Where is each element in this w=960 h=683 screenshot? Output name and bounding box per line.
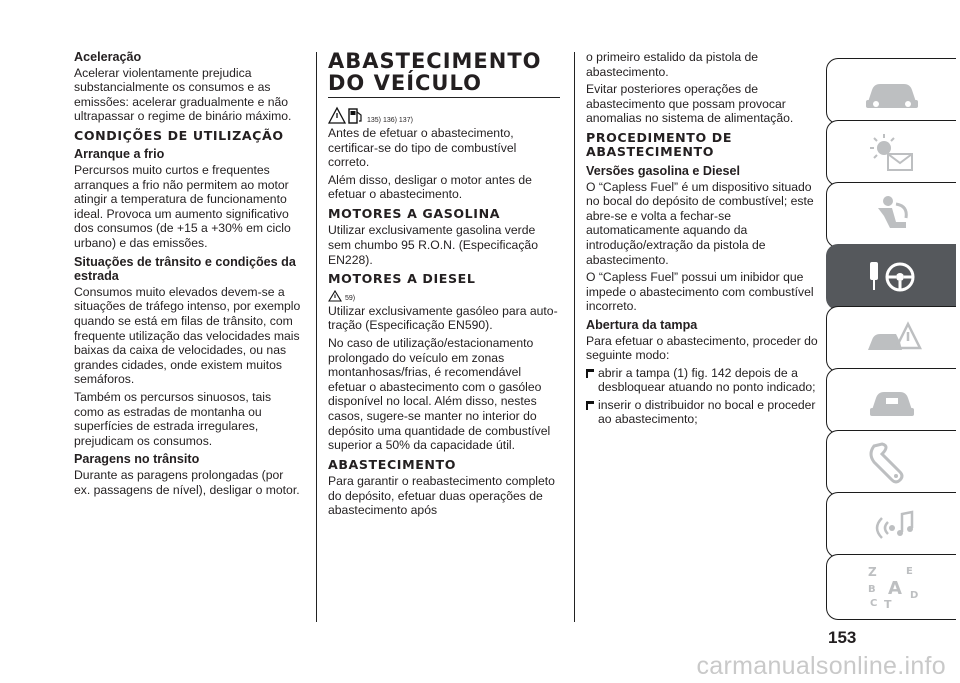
paragraph-situacoes-2: Também os percursos sinuosos, tais como as estradas de montanha ou superfícies de estrada irregulares, prejudicam os consumos. — [74, 389, 272, 448]
technical-data-icon — [862, 440, 922, 486]
emergency-icon — [862, 316, 922, 362]
index-letter-d: D — [909, 590, 918, 601]
heading-condicoes: CONDIÇÕES DE UTILIZAÇÃO — [74, 127, 284, 143]
paragraph-capless-2: O “Capless Fuel” possui um inibidor que impede o abastecimento com combustível incorreto. — [586, 270, 814, 314]
bullet-icon — [586, 401, 594, 410]
paragraph-gasolina: Utilizar exclusivamente gasolina verde sem chumbo 95 R.O.N. (Especificação EN228). — [328, 223, 538, 267]
column-3 — [586, 50, 818, 430]
paragraph-continuation: o primeiro estalido da pistola de abastecimento. — [586, 50, 759, 79]
index-letter-b: B — [867, 584, 876, 595]
paragraph-diesel-1: Utilizar exclusivamente gasóleo para auto-tração (Especificação EN590). — [328, 303, 558, 333]
tab-starting-driving[interactable] — [826, 244, 956, 310]
heading-situacoes: Situações de trânsito e condições da estrada — [74, 254, 296, 284]
index-letter-e: E — [905, 566, 913, 577]
list-item-text: abrir a tampa (1) fig. 142 depois de a desbloquear atuando no ponto indicado; — [598, 365, 816, 395]
paragraph-paragens: Durante as paragens prolongadas (por ex. passagens de nível), desligar o motor. — [74, 467, 300, 497]
tab-warning-lights[interactable] — [826, 120, 956, 186]
paragraph-intro-2: Além disso, desligar o motor antes de efetuar o abastecimento. — [328, 172, 532, 202]
car-maintenance-icon — [862, 378, 922, 424]
paragraph-arranque: Percursos muito curtos e frequentes arranques a frio não permitem ao motor atingir a temperatura de funcionamento ideal. Provoca um aumento significativo dos consumos (de +15 a +30% em ciclo urbano) e das emissões. — [74, 163, 291, 251]
seat-safety-icon — [862, 192, 922, 238]
heading-diesel: MOTORES A DIESEL — [328, 271, 476, 287]
heading-abertura: Abertura da tampa — [586, 317, 698, 332]
paragraph-aceleracao: Acelerar violentamente prejudica substancialmente os consumos e as emissões: acelerar gradualmente e não ultrapassar o regime de binário máximo. — [74, 65, 292, 124]
paragraph-capless-1: O “Capless Fuel” é um dispositivo situado no bocal do depósito de combustível; este abre-se e volta a fechar-se automaticamente aquando da introdução/extração da pistola de abastecimento. — [586, 179, 814, 267]
multimedia-icon — [862, 502, 922, 548]
paragraph-evitar: Evitar posteriores operações de abastecimento que possam provocar anomalias no sistema de alimentação. — [586, 82, 794, 126]
tab-technical-data[interactable] — [826, 430, 956, 496]
tab-emergency[interactable] — [826, 306, 956, 372]
warning-fuel-icon — [328, 104, 364, 124]
chapter-tabs — [826, 58, 958, 620]
heading-paragens: Paragens no trânsito — [74, 452, 200, 467]
title-underline — [328, 97, 560, 98]
tab-index[interactable] — [826, 554, 956, 620]
heading-procedimento: PROCEDIMENTO DE ABASTECIMENTO — [586, 129, 733, 160]
paragraph-diesel-2: No caso de utilização/estacionamento prolongado do veículo em zonas montanhosas/frias, é recomendável efetuar o abastecimento com o gasóleo disponível no local. Além disso, nestes casos, sugere-se manter no interior do depósito uma quantidade de combustível superior a 50% da capacidade útil. — [328, 335, 551, 453]
caution-icon — [328, 290, 342, 302]
tab-maintenance[interactable] — [826, 368, 956, 434]
car-dashboard-icon — [862, 68, 922, 114]
column-divider — [574, 52, 575, 622]
warning-refs-text: 135) 136) 137) — [367, 117, 413, 124]
column-2 — [328, 50, 560, 521]
heading-aceleracao: Aceleração — [74, 50, 142, 64]
paragraph-abertura: Para efetuar o abastecimento, proceder do seguinte modo: — [586, 333, 818, 363]
heading-gasolina: MOTORES A GASOLINA — [328, 205, 501, 221]
column-1 — [74, 50, 302, 500]
list-item — [586, 366, 818, 395]
key-steering-wheel-icon — [862, 254, 922, 300]
paragraph-abastecimento: Para garantir o reabastecimento completo do depósito, efetuar duas operações de abastecimento após — [328, 474, 555, 518]
warning-lights-icon — [862, 130, 922, 176]
index-letter-z: Z — [867, 565, 877, 579]
bullet-icon — [586, 369, 594, 378]
tab-dashboard[interactable] — [826, 58, 956, 124]
index-letter-t: T — [883, 598, 892, 610]
list-item — [586, 398, 818, 427]
list-item-text: inserir o distribuidor no bocal e proceder ao abastecimento; — [598, 397, 816, 427]
paragraph-situacoes-1: Consumos muito elevados devem-se a situações de tráfego intenso, por exemplo quando se está em filas de trânsito, com frequente utilização das velocidades mais baixas da caixa de velocidades, ou nas grandes cidades, onde existem muitos semáforos. — [74, 284, 301, 387]
page-number: 153 — [828, 628, 857, 647]
alphabetical-index-icon — [862, 564, 922, 610]
index-letter-a: A — [887, 578, 902, 599]
tab-multimedia[interactable] — [826, 492, 956, 558]
warning-diesel-text: 59) — [345, 294, 356, 302]
index-letter-c: C — [869, 598, 877, 609]
warning-diesel — [328, 289, 560, 302]
section-title: ABASTECIMENTO DO VEÍCULO — [328, 49, 542, 95]
heading-arranque: Arranque a frio — [74, 147, 165, 162]
heading-abastecimento: ABASTECIMENTO — [328, 456, 457, 472]
heading-versoes: Versões gasolina e Diesel — [586, 163, 741, 178]
warning-references — [328, 102, 560, 124]
watermark: carmanualsonline.info — [696, 652, 946, 680]
column-divider — [316, 52, 317, 622]
tab-safety[interactable] — [826, 182, 956, 248]
paragraph-intro-1: Antes de efetuar o abastecimento, certificar-se do tipo de combustível correto. — [328, 126, 517, 170]
